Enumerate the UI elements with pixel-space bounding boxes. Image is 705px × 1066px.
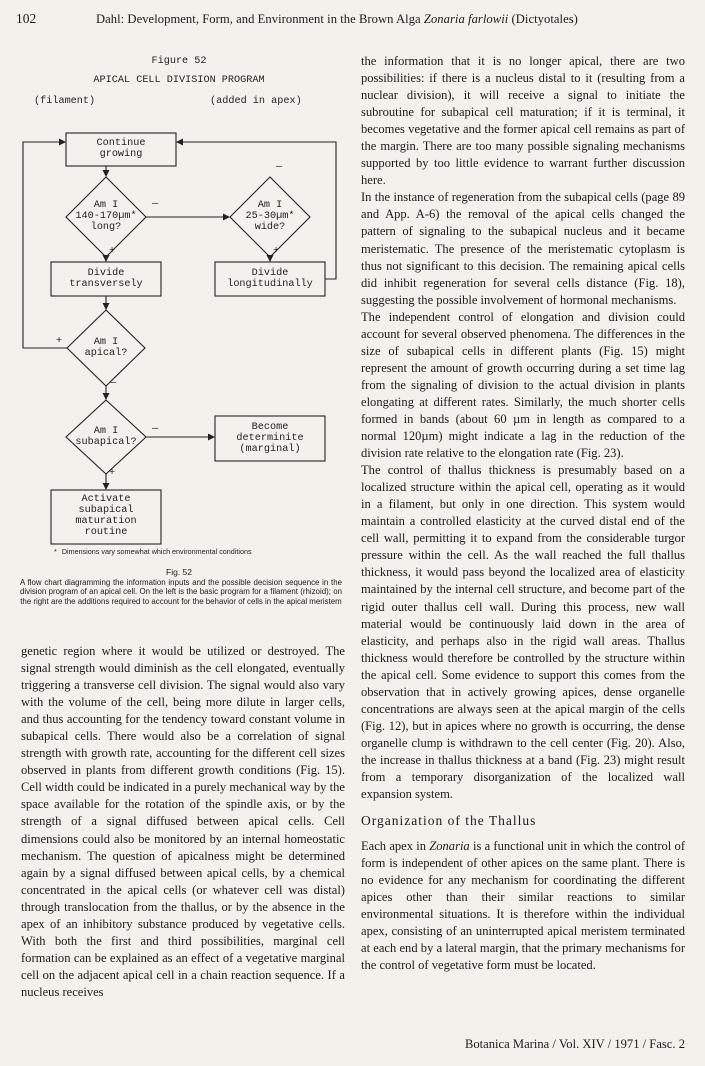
right-paragraph-3: The independent control of elongation and division could account for several observed phenomena. The differences in the size of subapical cells in different plants (Fig. 15) might represent the amount of growth occurring during a set time lag from the signaling of division to the actual division in plants elongating at different rates. Similarly, the much shorter cells formed in bands (about 60 µm in length as compared to a normal 120µm) might indicate a lag in the reduction of the division rate relative to the elongation rate (Fig. 23).	[361, 309, 685, 461]
text-length-question: Am I 140-170µm* long?	[75, 200, 137, 233]
right-paragraph-2: In the instance of regeneration from the subapical cells (page 89 and App. A-6) the removal of the apical cells changed the pattern of signaling to the subapical nucleus and it became meristematic. The presence of the meristematic cytoplasm is thus not significant to this decision. The remaining apical cells did inhibit regeneration for several cells distance (Fig. 18), suggesting the possible involvement of hormonal mechanisms.	[361, 190, 685, 307]
sign-width-no: —	[276, 162, 283, 173]
left-paragraph-1: genetic region where it would be utilized or destroyed. The signal strength would diminish as the cell elongated, eventually triggering a transverse cell division. The signal would also vary with the volume of the cell, being more dilute in larger cells, and thus accounting for the tendency toward constant volume in subapical cells. There would also be a correlation of signal strength with growth rate, accounting for the different cell sizes observed in plants from different growth conditions (Fig. 15). Cell width could be indicated in a purely mechanical way by the space available for the rotation of the spindle axis, or by the strength of a signal diffused between apical cells. Cell dimensions could also be monitored by an internal homeostatic mechanism. The question of apicalness might be determined again by a signal diffused between apical cells, by a chemical concentrated in the apical cells (or whatever cell was distal) through translocation from the thallus, or by the absence in the apex of an inhibitory substance produced by vegetative cells. With both the first and third possibilities, marginal cell formation can be explained as an effect of a vegetative marginal cell on the adjacent apical cell in a chain reaction sequence. If a nucleus receives	[21, 644, 345, 999]
flowchart-diagram	[14, 50, 344, 550]
page-number: 102	[16, 11, 37, 26]
text-divide-transversely: Divide transversely	[69, 268, 143, 290]
footnote-mark: *	[54, 547, 57, 556]
right-paragraph-4: The control of thallus thickness is presumably based on a localized structure within the apical cell, operating as it would in a filament, but only in one direction. This system would maintain a controlled elasticity at the curved distal end of the cell wall, permitting it to expand from the considerable turgor pressure within the cell. As the wall reached the full thallus thickness, it would pass beyond the localized area of elasticity maintained by the internal cell structure, and become part of the rigid outer thallus cell wall. During this process, new wall material would be continuously laid down in the area of elasticity, and perhaps also in the rigid wall areas. Thallus thickness would therefore be controlled by the structure within the apical cell. Some evidence to support this comes from the observation that in actively growing apices, dense organelle concentrations are always seen at the apical margin of the cells (Fig. 12), but in apices where no growth is occurring, the dense organelle clump is withdrawn to the cell center (Fig. 20). Also, the increase in thallus thickness at a band (Fig. 23) might result from a temporary disorganization of the localized wall expansion system.	[361, 463, 685, 802]
right-paragraph-1: the information that it is no longer apical, there are two possibilities: if there is a nucleus distal to it (resulting from a nuclear division), it will receive a signal to initiate the subroutine for subapical cell maturation; if it is terminal, it becomes vegetative and the former apical cell remains as part of the margin. There are too many possible signaling mechanisms supported by too little evidence to warrant further discussion here.	[361, 54, 685, 188]
figure-52	[14, 50, 344, 638]
running-head	[96, 12, 578, 27]
caption-label: Fig. 52	[166, 567, 192, 577]
paragraph-5-species: Zonaria	[429, 839, 470, 854]
section-heading: Organization of the Thallus	[361, 813, 537, 829]
left-column	[21, 643, 345, 1001]
text-width-question: Am I 25-30µm* wide?	[245, 200, 295, 233]
running-head-prefix: Dahl: Development, Form, and Environment in the Brown Alga	[96, 12, 421, 26]
figure-subtitle: APICAL CELL DIVISION PROGRAM	[93, 75, 265, 86]
label-filament: (filament)	[34, 96, 96, 107]
text-become-determinite: Become determinite (marginal)	[236, 422, 304, 455]
running-header	[0, 6, 705, 36]
sign-length-no: —	[152, 199, 159, 210]
figure-title: Figure 52	[151, 56, 207, 67]
sign-length-yes: +	[109, 246, 116, 257]
running-head-suffix: (Dictyotales)	[511, 12, 578, 26]
text-apical-question: Am I apical?	[84, 337, 128, 359]
footnote-text: Dimensions vary somewhat which environmental conditions	[61, 547, 252, 556]
sign-apical-yes: +	[56, 336, 63, 347]
sign-width-yes: +	[273, 246, 280, 257]
label-added-in-apex: (added in apex)	[210, 96, 302, 107]
paragraph-5-post: is a functional unit in which the control of form is independent of other apices on the same plant. There is no evidence for any mechanism for coordinating the different apices other than their similar reactions to similar environmental situations. It is therefore within the individual apex, consisting of an uninterrupted apical meristem terminated at each end by a lateral margin, that the primary mechanisms for the control of vegetative form must be located.	[361, 839, 685, 973]
figure-caption: A flow chart diagramming the information inputs and the possible decision sequence in the division program of an apical cell. On the left is the basic program for a filament (rhizoid); on the right are the additions required to account for the behavior of cells in the apical meristem	[20, 578, 342, 606]
right-column	[361, 53, 685, 974]
text-divide-longitudinally: Divide longitudinally	[227, 268, 313, 290]
figure-footnote	[54, 547, 344, 556]
text-subapical-question: Am I subapical?	[75, 426, 137, 448]
arrow-apical-return	[23, 142, 67, 348]
journal-footer: Botanica Marina / Vol. XIV / 1971 / Fasc. 2	[464, 1037, 685, 1051]
sign-subapical-no: —	[152, 424, 159, 435]
sign-apical-no: —	[110, 378, 117, 389]
sign-subapical-yes: +	[109, 468, 116, 479]
text-activate-subapical: Activate subapical maturation routine	[75, 494, 137, 538]
running-head-species: Zonaria farlowii	[423, 12, 509, 26]
text-continue-growing: Continue growing	[96, 138, 146, 160]
right-paragraph-5	[361, 838, 685, 974]
paragraph-5-pre: Each apex in	[361, 839, 427, 854]
